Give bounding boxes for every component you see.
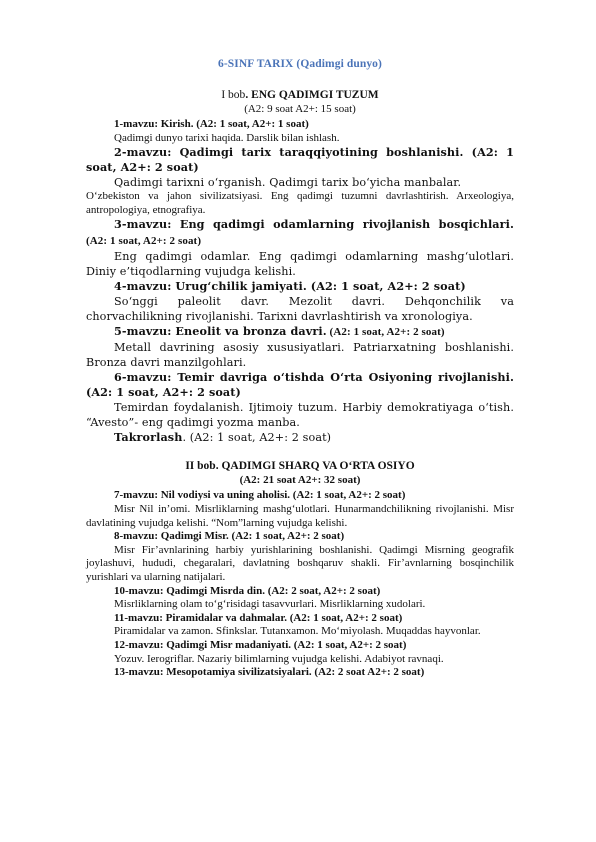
chapter1-hours: (A2: 9 soat A2+: 15 soat) (244, 103, 356, 115)
topic-2-desc-cont: O‘zbekiston va jahon sivilizatsiyasi. Eng qadimgi tuzumni davrlashtirish. Arxeologiya, antropologiya, etnografiya. (86, 190, 514, 216)
topic-3-title (86, 217, 514, 249)
topic-2-desc: Qadimgi tarixni o‘rganish. Qadimgi tarix bo‘yicha manbalar. (114, 176, 462, 190)
topic-3-title-hours: (A2: 1 soat, A2+: 2 soat) (86, 235, 202, 248)
topic-12-title: 12-mavzu: Qadimgi Misr madaniyati. (A2: 1 soat, A2+: 2 soat) (114, 638, 407, 651)
topic-2-title: 2-mavzu: Qadimgi tarix taraqqiyotining boshlanishi. (A2: 1 soat, A2+: 2 soat) (86, 145, 514, 175)
topic-8-desc: Misr Fir’avnlarining harbiy yurishlarining boshlanishi. Qadimgi Misrning geografik joylashuvi, hududi, chegaralari, davlatning boshqaruv shakli. Fir’avnlarning bosqinchilik yurishlari va ularning natijalari. (86, 543, 514, 583)
topic-3-title-main: 3-mavzu: Eng qadimgi odamlarning rivojlanish bosqichlari. (114, 217, 514, 232)
review-title-hours: . (A2: 1 soat, A2+: 2 soat) (182, 431, 332, 445)
topic-3-desc: Eng qadimgi odamlar. Eng qadimgi odamlarning mashg‘ulotlari. Diniy e’tiqodlarning vujudga kelishi. (86, 250, 514, 279)
chapter2-heading: II bob. QADIMGI SHARQ VA O‘RTA OSIYO (185, 460, 415, 473)
chapter1-heading-rest: . ENG QADIMGI TUZUM (245, 89, 379, 101)
topic-8-title: 8-mavzu: Qadimgi Misr. (A2: 1 soat, A2+: 2 soat) (114, 530, 345, 543)
topic-5-title-hours: (A2: 1 soat, A2+: 2 soat) (326, 326, 445, 339)
topic-5-desc: Metall davrining asosiy xususiyatlari. Patriarxatning boshlanishi. Bronza davri manzilgohlari. (86, 341, 514, 370)
topic-1-desc: Qadimgi dunyo tarixi haqida. Darslik bilan ishlash. (114, 131, 340, 144)
topic-5-title-main: 5-mavzu: Eneolit va bronza davri. (114, 324, 327, 339)
topic-10-desc: Misrliklarning olam to‘g‘risidagi tasavvurlari. Misrliklarning xudolari. (114, 598, 426, 611)
topic-5-title (86, 324, 514, 340)
topic-6-title: 6-mavzu: Temir davriga o‘tishda O‘rta Osiyoning rivojlanishi. (A2: 1 soat, A2+: 2 soat) (86, 370, 514, 400)
topic-1-title: 1-mavzu: Kirish. (A2: 1 soat, A2+: 1 soat) (114, 118, 309, 130)
topic-7-desc: Misr Nil in’omi. Misrliklarning mashg‘ulotlari. Hunarmandchilikning rivojlanishi. Misr davlatining vujudga kelishi. “Nom”larning vujudga kelishi. (86, 502, 514, 529)
chapter2-hours: (A2: 21 soat A2+: 32 soat) (239, 474, 361, 487)
document-title: 6-SINF TARIX (Qadimgi dunyo) (218, 58, 382, 70)
topic-4-title: 4-mavzu: Urug‘chilik jamiyati. (A2: 1 soat, A2+: 2 soat) (114, 279, 466, 294)
topic-10-title: 10-mavzu: Qadimgi Misrda din. (A2: 2 soat, A2+: 2 soat) (114, 584, 381, 597)
topic-7-title: 7-mavzu: Nil vodiysi va uning aholisi. (A2: 1 soat, A2+: 2 soat) (114, 489, 406, 502)
topic-11-title: 11-mavzu: Piramidalar va dahmalar. (A2: 1 soat, A2+: 2 soat) (114, 611, 403, 624)
topic-12-desc: Yozuv. Ierogriflar. Nazariy bilimlarning vujudga kelishi. Adabiyot ravnaqi. (114, 652, 444, 665)
review-title (86, 430, 514, 445)
topic-11-desc: Piramidalar va zamon. Sfinkslar. Tutanxamon. Mo‘miyolash. Muqaddas hayvonlar. (114, 625, 481, 638)
section-gap (86, 445, 514, 459)
document-page (86, 58, 514, 680)
chapter1-heading-prefix: I bob (221, 89, 246, 101)
topic-6-desc: Temirdan foydalanish. Ijtimoiy tuzum. Harbiy demokratiyaga o‘tish. “Avesto”- eng qadimgi yozma manba. (86, 401, 514, 430)
topic-13-title: 13-mavzu: Mesopotamiya sivilizatsiyalari. (A2: 2 soat A2+: 2 soat) (114, 666, 425, 679)
chapter1-heading (86, 88, 514, 102)
topic-4-desc: So‘nggi paleolit davr. Mezolit davri. Dehqonchilik va chorvachilikning rivojlanishi. Tarixni davrlashtirish va xronologiya. (86, 295, 514, 324)
review-title-main: Takrorlash (114, 430, 183, 445)
